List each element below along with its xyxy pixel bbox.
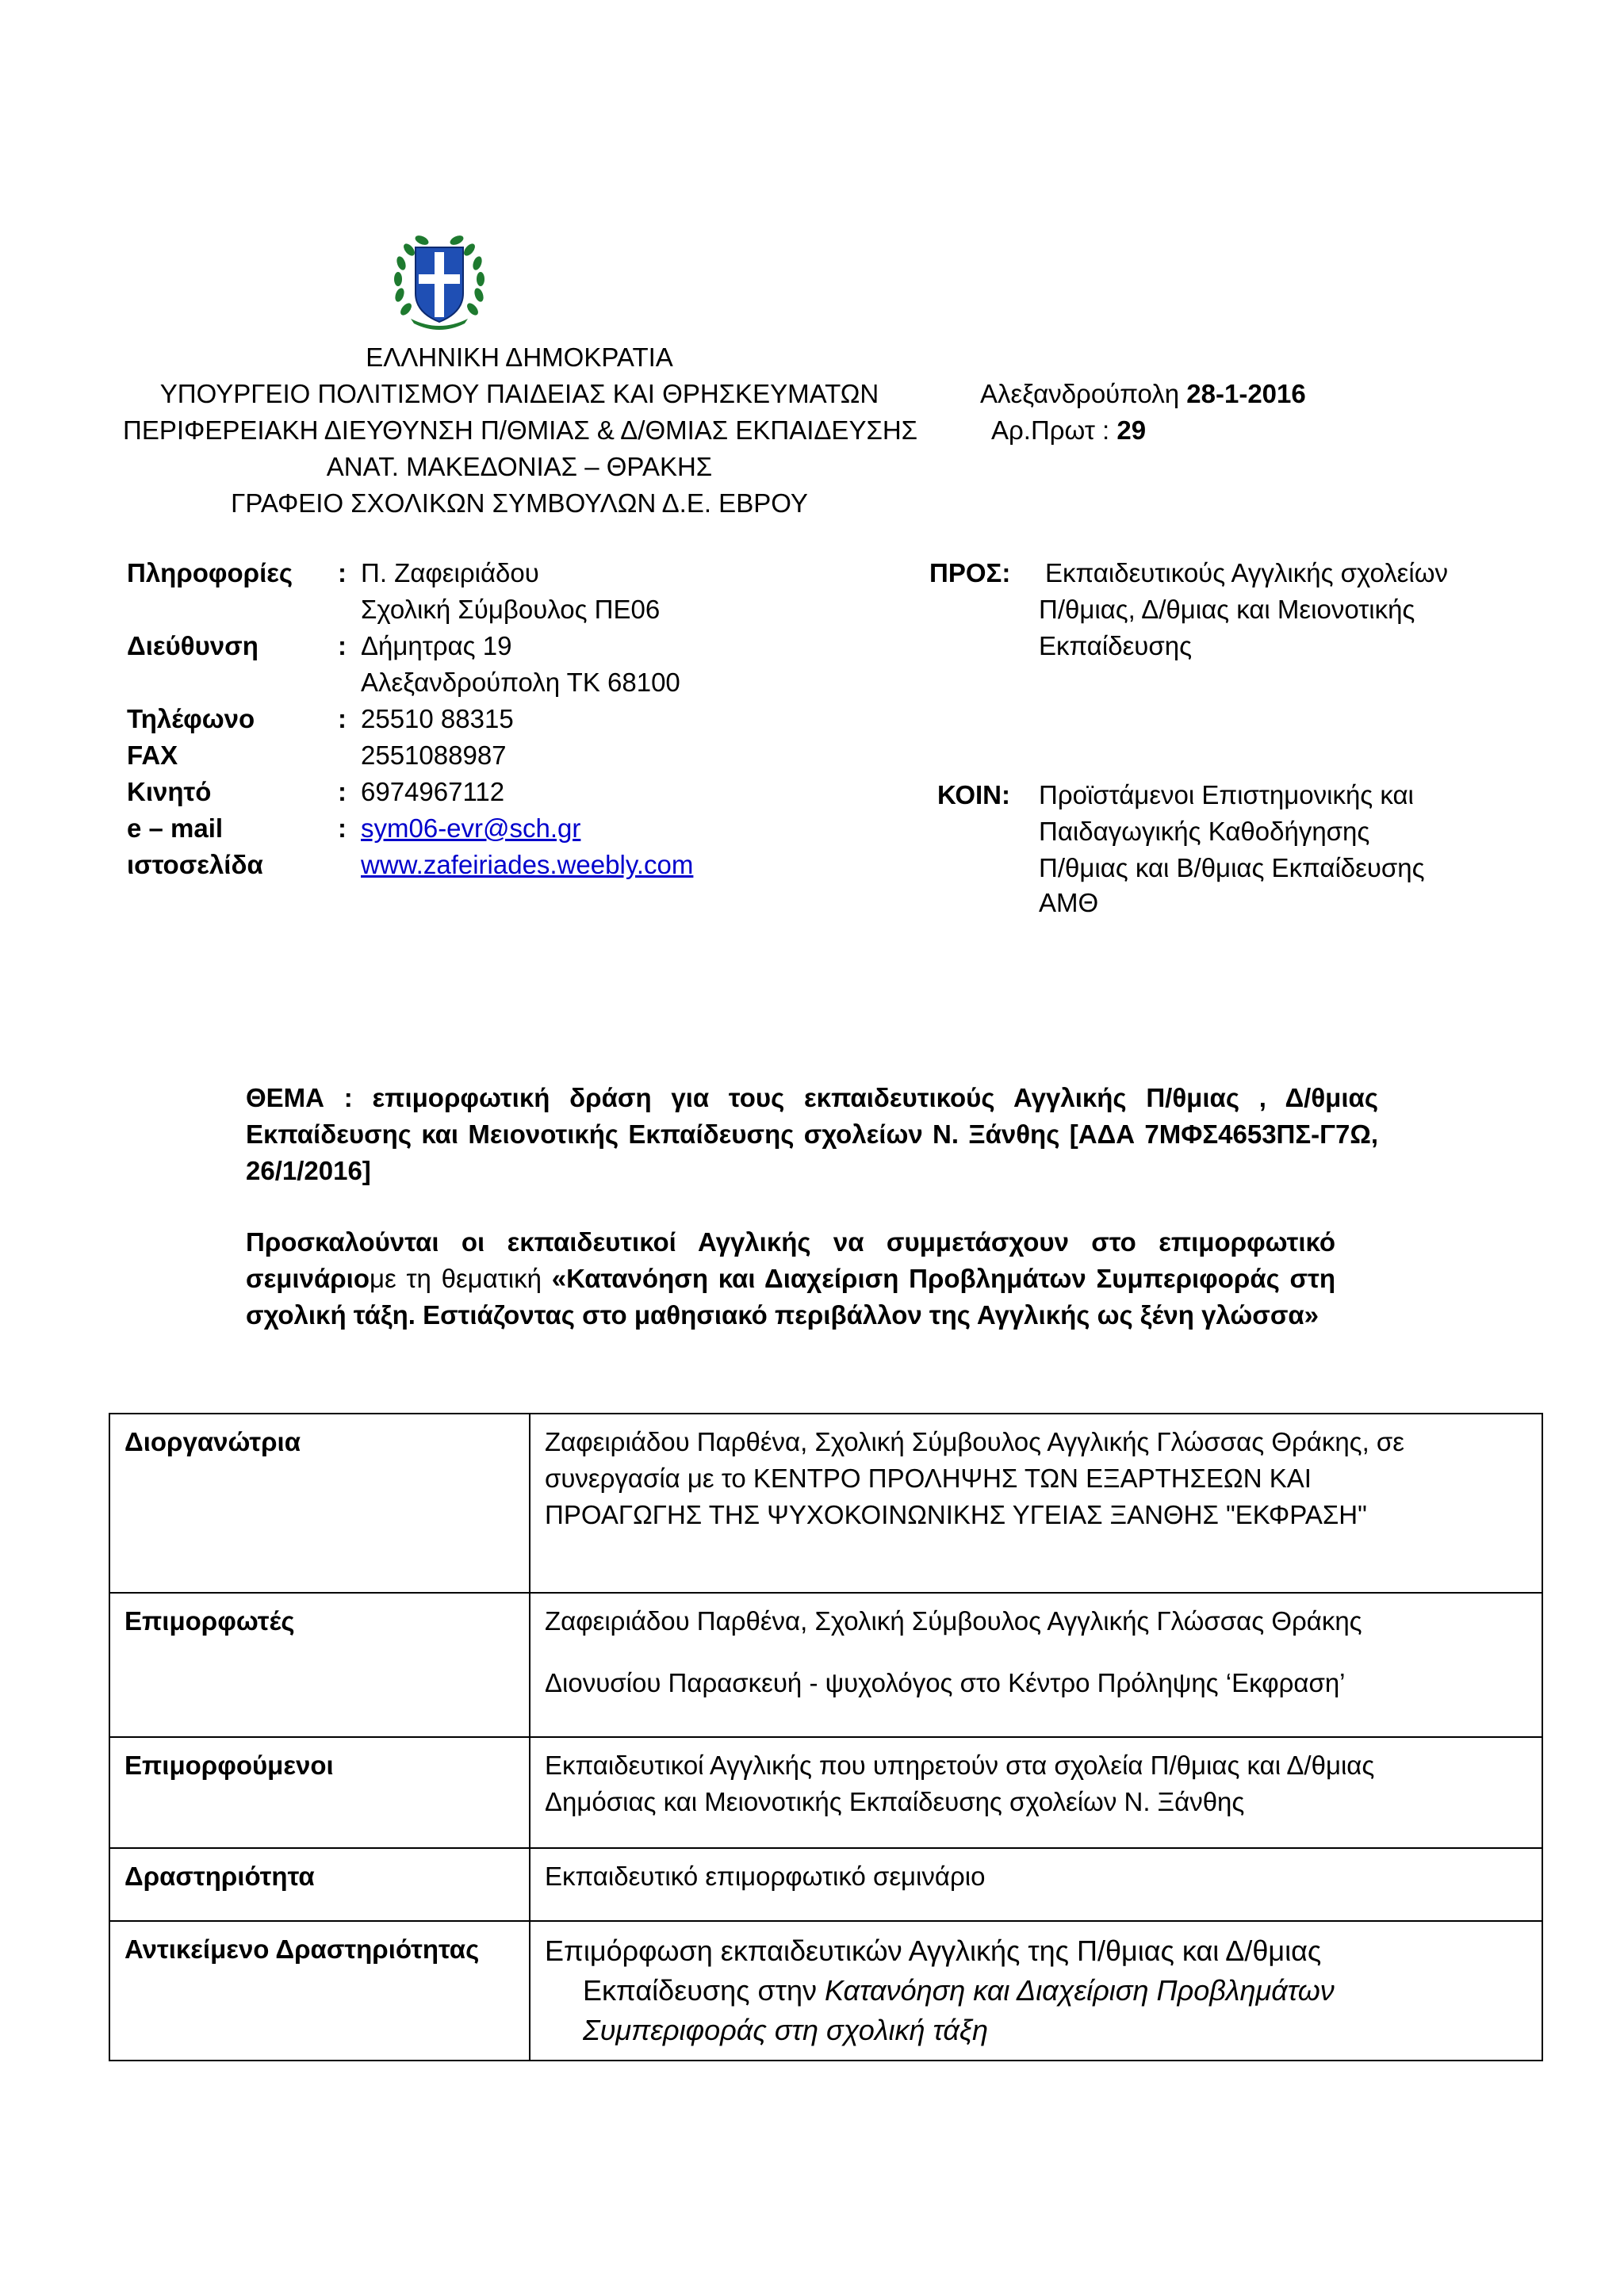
info-name: Π. Ζαφειριάδου	[361, 558, 539, 587]
header-region: ΑΝΑΤ. ΜΑΚΕΔΟΝΙΑΣ – ΘΡΑΚΗΣ	[326, 452, 713, 481]
row-key-trainees: Επιμορφούμενοι	[109, 1737, 530, 1848]
header-country: ΕΛΛΗΝΙΚΗ ΔΗΜΟΚΡΑΤΙΑ	[366, 342, 673, 372]
seminar-info-table	[109, 1413, 1543, 2061]
mobile-colon: :	[338, 777, 347, 806]
date-line	[980, 379, 1306, 409]
address-line2: Αλεξανδρούπολη ΤΚ 68100	[361, 668, 680, 697]
header-regional-directorate: ΠΕΡΙΦΕΡΕΙΑΚΗ ΔΙΕΥΘΥΝΣΗ Π/ΘΜΙΑΣ & Δ/ΘΜΙΑΣ ΕΚΠΑΙΔΕΥΣΗΣ	[123, 415, 918, 445]
cc-line-2: Παιδαγωγικής Καθοδήγησης	[1039, 817, 1370, 846]
website-link[interactable]: www.zafeiriades.weebly.com	[361, 850, 694, 879]
cc-line-4: ΑΜΘ	[1039, 888, 1099, 917]
row-value-trainees	[530, 1737, 1542, 1848]
organizer-line-3: ΠΡΟΑΓΩΓΗΣ ΤΗΣ ΨΥΧΟΚΟΙΝΩΝΙΚΗΣ ΥΓΕΙΑΣ ΞΑΝΘΗΣ "ΕΚΦΡΑΣΗ"	[545, 1500, 1367, 1529]
info-label: Πληροφορίες	[127, 558, 293, 587]
organizer-line-1: Ζαφειριάδου Παρθένα, Σχολική Σύμβουλος Αγγλικής Γλώσσας Θράκης, σε	[545, 1427, 1405, 1456]
protocol-number: 29	[1116, 415, 1147, 445]
row-value-activity	[530, 1848, 1542, 1921]
phone-label: Τηλέφωνο	[127, 704, 255, 733]
table-row	[109, 1593, 1542, 1737]
greek-state-emblem-icon	[387, 230, 492, 335]
to-line-2: Π/θμιας, Δ/θμιας και Μειονοτικής	[1039, 595, 1415, 624]
invitation-part3: «Κατανόηση και Διαχείριση Προβλημάτων Συμπεριφοράς στη σχολική τάξη. Εστιάζοντας στο μαθησιακό περιβάλλον της Αγγλικής ως ξένη γλώσσα»	[246, 1264, 1336, 1330]
email-label: e – mail	[127, 813, 224, 843]
phone-colon: :	[338, 704, 347, 733]
to-label: ΠΡΟΣ:	[929, 558, 1011, 587]
fax-value: 2551088987	[361, 740, 507, 770]
subject: ΘΕΜΑ : επιμορφωτική δράση για τους εκπαιδευτικούς Αγγλικής Π/θμιας , Δ/θμιας Εκπαίδευσης και Μειονοτικής Εκπαίδευσης σχολείων Ν. Ξάνθης [ΑΔΑ 7ΜΦΣ4653ΠΣ-Γ7Ω, 26/1/2016]	[246, 1083, 1378, 1185]
subject-line-3: Συμπεριφοράς στη σχολική τάξη	[583, 2014, 989, 2046]
info-role: Σχολική Σύμβουλος ΠΕ06	[361, 595, 661, 624]
row-value-organizer	[530, 1414, 1542, 1593]
row-value-subject	[530, 1921, 1542, 2061]
email-link[interactable]: sym06-evr@sch.gr	[361, 813, 581, 843]
address-colon: :	[338, 631, 347, 660]
protocol-line	[991, 415, 1146, 446]
mobile-value: 6974967112	[361, 777, 505, 806]
table-row	[109, 1848, 1542, 1921]
table-row	[109, 1737, 1542, 1848]
place: Αλεξανδρούπολη	[980, 379, 1180, 408]
cc-label: ΚΟΙΝ:	[937, 780, 1010, 809]
row-key-organizer: Διοργανώτρια	[109, 1414, 530, 1593]
row-key-activity: Δραστηριότητα	[109, 1848, 530, 1921]
cc-line-3: Π/θμιας και Β/θμιας Εκπαίδευσης	[1039, 853, 1425, 882]
email-colon: :	[338, 813, 347, 843]
trainer-line-2: Διονυσίου Παρασκευή - ψυχολόγος στο Κέντρο Πρόληψης ‘Εκφραση’	[545, 1668, 1346, 1697]
address-line1: Δήμητρας 19	[361, 631, 512, 660]
subject-line-2	[545, 1971, 1527, 2011]
to-line-1: Εκπαιδευτικούς Αγγλικής σχολείων	[1045, 558, 1448, 587]
row-value-trainers	[530, 1593, 1542, 1737]
invitation-paragraph	[246, 1224, 1335, 1334]
phone-value: 25510 88315	[361, 704, 514, 733]
subject-line-2-italic: Κατανόηση και Διαχείριση Προβλημάτων	[824, 1974, 1335, 2007]
trainer-line-1: Ζαφειριάδου Παρθένα, Σχολική Σύμβουλος Αγγλικής Γλώσσας Θράκης	[545, 1606, 1362, 1636]
website-label: ιστοσελίδα	[127, 850, 263, 879]
to-line-3: Εκπαίδευσης	[1039, 631, 1192, 660]
row-key-trainers: Επιμορφωτές	[109, 1593, 530, 1737]
activity-line-1: Εκπαιδευτικό επιμορφωτικό σεμινάριο	[545, 1862, 986, 1891]
protocol-label: Αρ.Πρωτ :	[991, 415, 1110, 445]
header-office: ΓΡΑΦΕΙΟ ΣΧΟΛΙΚΩΝ ΣΥΜΒΟΥΛΩΝ Δ.Ε. ΕΒΡΟΥ	[231, 488, 808, 518]
subject-line-2-plain: Εκπαίδευσης στην	[583, 1974, 825, 2007]
info-colon: :	[338, 558, 347, 587]
organizer-line-2: συνεργασία με το ΚΕΝΤΡΟ ΠΡΟΛΗΨΗΣ ΤΩΝ ΕΞΑΡΤΗΣΕΩΝ ΚΑΙ	[545, 1464, 1312, 1493]
subject-line-1: Επιμόρφωση εκπαιδευτικών Αγγλικής της Π/θμιας και Δ/θμιας	[545, 1934, 1322, 1967]
cc-line-1: Προϊστάμενοι Επιστημονικής και	[1039, 780, 1414, 809]
table-row	[109, 1921, 1542, 2061]
trainees-line-1: Εκπαιδευτικοί Αγγλικής που υπηρετούν στα σχολεία Π/θμιας και Δ/θμιας	[545, 1751, 1375, 1780]
invitation-part2: με τη θεματική	[369, 1264, 552, 1293]
mobile-label: Κινητό	[127, 777, 212, 806]
fax-label: FAX	[127, 740, 178, 770]
trainees-line-2: Δημόσιας και Μειονοτικής Εκπαίδευσης σχολείων Ν. Ξάνθης	[545, 1787, 1245, 1816]
table-row	[109, 1414, 1542, 1593]
header-ministry: ΥΠΟΥΡΓΕΙΟ ΠΟΛΙΤΙΣΜΟΥ ΠΑΙΔΕΙΑΣ ΚΑΙ ΘΡΗΣΚΕΥΜΑΤΩΝ	[159, 379, 879, 408]
invitation-part1: Προσκαλούνται οι εκπαιδευτικοί Αγγλικής να συμμετάσχουν στο επιμορφωτικό σεμινάριο	[246, 1227, 1335, 1293]
address-label: Διεύθυνση	[127, 631, 259, 660]
date: 28-1-2016	[1186, 379, 1306, 408]
row-key-subject: Αντικείμενο Δραστηριότητας	[109, 1921, 530, 2061]
